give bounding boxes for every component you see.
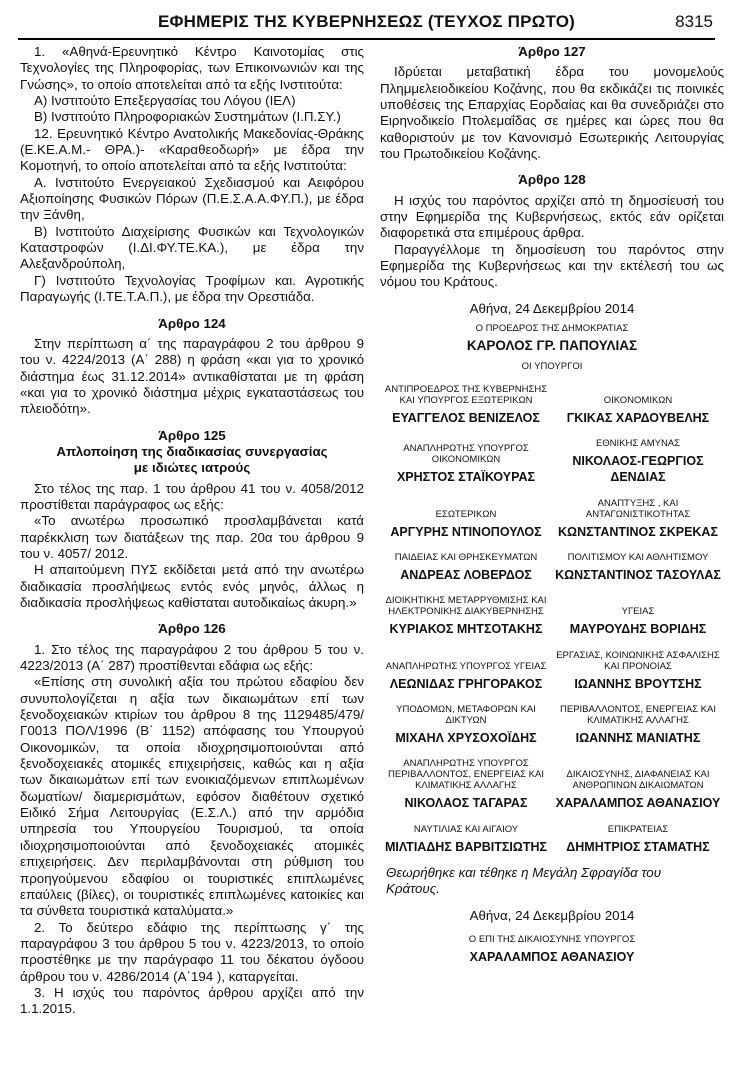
minister-title: ΠΕΡΙΒΑΛΛΟΝΤΟΣ, ΕΝΕΡΓΕΙΑΣ ΚΑΙ ΚΛΙΜΑΤΙΚΗΣ ΑΛΛΑΓΗΣ [560, 703, 716, 726]
minister-title: ΕΡΓΑΣΙΑΣ, ΚΟΙΝΩΝΙΚΗΣ ΑΣΦΑΛΙΣΗΣ ΚΑΙ ΠΡΟΝΟΙΑΣ [556, 649, 720, 672]
minister-title: ΕΠΙΚΡΑΤΕΙΑΣ [607, 823, 669, 835]
signature-cell [552, 758, 724, 811]
minister-name: ΝΙΚΟΛΑΟΣ-ΓΕΩΡΓΙΟΣ ΔΕΝΔΙΑΣ [572, 453, 704, 485]
article-127-heading: Άρθρο 127 [518, 44, 586, 59]
minister-title: ΕΘΝΙΚΗΣ ΑΜΥΝΑΣ [595, 437, 681, 449]
signature-cell [552, 650, 724, 692]
minister-title: ΔΙΚΑΙΟΣΥΝΗΣ, ΔΙΑΦΑΝΕΙΑΣ ΚΑΙ ΑΝΘΡΩΠΙΝΩΝ ΔΙΚΑΙΩΜΑΤΩΝ [566, 769, 710, 792]
signature-cell [380, 552, 552, 583]
paragraph: «Το ανωτέρω προσωπικό προσλαμβάνεται κατά παρέκκλιση των διατάξεων της παρ. 20α του άρθρου 9 του ν. 4057/ 2012. [20, 513, 364, 561]
signature-cell [552, 552, 724, 583]
right-column [380, 44, 724, 965]
minister-name: ΓΚΙΚΑΣ ΧΑΡΔΟΥΒΕΛΗΣ [566, 410, 710, 425]
signature-cell [552, 498, 724, 540]
minister-name: ΙΩΑΝΝΗΣ ΒΡΟΥΤΣΗΣ [574, 676, 702, 691]
signature-cell [380, 824, 552, 855]
minister-title: ΥΓΕΙΑΣ [621, 606, 655, 618]
minister-name: ΜΙΧΑΗΛ ΧΡΥΣΟΧΟΪΔΗΣ [395, 730, 537, 745]
paragraph: Στο τέλος της παρ. 1 του άρθρου 41 του ν. 4058/2012 προστίθεται παράγραφος ως εξής: [20, 480, 364, 512]
justice-minister-name: ΧΑΡΑΛΑΜΠΟΣ ΑΘΑΝΑΣΙΟΥ [469, 949, 635, 964]
gazette-title: ΕΦΗΜΕΡΙΣ ΤΗΣ ΚΥΒΕΡΝΗΣΕΩΣ (ΤΕΥΧΟΣ ΠΡΩΤΟ) [157, 12, 576, 31]
paragraph: «Επίσης στη συνολική αξία του πρώτου εδαφίου δεν συνυπολογίζεται η αξία των δικαιωμάτων επί των ξενοδοχειακών κτιρίων του άρθρου 8 της 1129485/479/ Γ0013 ΠΟΛ/1996 (Β΄ 1152) απόφασης του Υπουργού Οικονομικών, τα οποία ιδιοχρησιμοποιούνται από ξενοδοχειακές ατομικές επιχειρήσεις, καθώς και η αξία των δικαιωμάτων επί των ενοικιαζόμενων επιπλωμένων δωματίων/ διαμερισμάτων, εφόσον διαθέτουν σχετικό Ειδικό Σήμα Λειτουργίας (Ε.Σ.Λ.) από την αρμόδια υπηρεσία του Υπουργείου Τουρισμού, τα οποία ιδιοχρησιμοποιούνται από ξενοδοχειακές ατομικές επιχειρήσεις. Δεν περιλαμβάνονται στη ρύθμιση του προηγούμενου εδαφίου οι τουριστικές επιπλωμένες επαύλεις (βίλες), οι τουριστικές επιπλωμένες κατοικίες και τα σύνθετα τουριστικά καταλύματα.» [20, 674, 364, 919]
paragraph: 1. «Αθηνά-Ερευνητικό Κέντρο Καινοτομίας στις Τεχνολογίες της Πληροφορίας, των Επικοινωνιών και της Γνώσης», το οποίο αποτελείται από τα εξής Ινστιτούτα: [20, 44, 364, 92]
minister-name: ΜΙΛΤΙΑΔΗΣ ΒΑΡΒΙΤΣΙΩΤΗΣ [385, 839, 547, 854]
signature-row [380, 824, 724, 855]
minister-name: ΚΥΡΙΑΚΟΣ ΜΗΤΣΟΤΑΚΗΣ [389, 622, 543, 637]
signature-cell [380, 438, 552, 486]
article-127-text: Ιδρύεται μεταβατική έδρα του μονομελούς Πλημμελειοδικείου Κοζάνης, που θα εκδικάζει τις ποινικές υποθέσεις της Επαρχίας Εορδαίας και θα συνεδριάζει στο Ειρηνοδικείο Πτολεμαΐδας σε ημέρες και ώρες που θα καθοριστούν με τον Κανονισμό Εσωτερικής Λειτουργίας του Πρωτοδικείου Κοζάνης. [380, 64, 724, 162]
date: Αθήνα, 24 Δεκεμβρίου 2014 [469, 907, 635, 923]
paragraph: 12. Ερευνητικό Κέντρο Ανατολικής Μακεδονίας-Θράκης (Ε.ΚΕ.Α.Μ.- ΘΡΑ.)- «Καραθεοδωρή» με έδρα την Κομοτηνή, το οποίο αποτελείται από τα εξής Ινστιτούτα: [20, 125, 364, 174]
article-128-heading: Άρθρο 128 [518, 172, 586, 188]
paragraph: Α) Ινστιτούτο Επεξεργασίας του Λόγου (ΙΕΛ) [34, 93, 296, 109]
page-number: 8315 [675, 12, 713, 31]
article-126-heading: Άρθρο 126 [158, 621, 226, 637]
signature-cell [552, 824, 724, 855]
signature-row [380, 552, 724, 583]
minister-title: ΠΑΙΔΕΙΑΣ ΚΑΙ ΘΡΗΣΚΕΥΜΑΤΩΝ [394, 551, 538, 563]
signature-cell [380, 595, 552, 637]
signature-block [380, 384, 724, 855]
minister-title: ΑΝΑΠΛΗΡΩΤΗΣ ΥΠΟΥΡΓΟΣ ΠΕΡΙΒΑΛΛΟΝΤΟΣ, ΕΝΕΡΓΕΙΑΣ ΚΑΙ ΚΛΙΜΑΤΙΚΗΣ ΑΛΛΑΓΗΣ [388, 758, 544, 792]
paragraph: Η ισχύς του παρόντος αρχίζει από τη δημοσίευσή του στην Εφημερίδα της Κυβερνήσεως, εκτός εάν ορίζεται διαφορετικά στα επιμέρους άρθρα. [380, 192, 724, 241]
minister-name: ΜΑΥΡΟΥΔΗΣ ΒΟΡΙΔΗΣ [569, 622, 707, 637]
minister-name: ΕΥΑΓΓΕΛΟΣ ΒΕΝΙΖΕΛΟΣ [392, 410, 540, 425]
signature-cell [380, 498, 552, 540]
minister-name: ΑΡΓΥΡΗΣ ΝΤΙΝΟΠΟΥΛΟΣ [390, 524, 542, 539]
signature-row [380, 595, 724, 637]
signature-cell [380, 384, 552, 426]
article-124-text: Στην περίπτωση α΄ της παραγράφου 2 του άρθρου 9 του ν. 4224/2013 (Α΄ 288) η φράση «και για το χρονικό διάστημα έως 31.12.2014» αντικαθίσταται με τη φράση «και για το χρονικό διάστημα μέχρις εγκαταστάσεως του πλειοδότη». [20, 335, 364, 417]
signature-row [380, 704, 724, 746]
minister-name: ΝΙΚΟΛΑΟΣ ΤΑΓΑΡΑΣ [404, 796, 528, 811]
paragraph: Η απαιτούμενη ΠΥΣ εκδίδεται μετά από την ανωτέρω διαδικασία προσλήψεως εντός ενός μηνός, άλλως η διαδικασία προσλήψεως καθίσταται αυτοδικαίως άκυρη.» [20, 562, 364, 610]
paragraph: 1. Στο τέλος της παραγράφου 2 του άρθρου 5 του ν. 4223/2013 (Α΄ 287) προστίθενται εδάφια ως εξής: [20, 641, 364, 674]
minister-title: ΑΝΑΠΤΥΞΗΣ , ΚΑΙ ΑΝΤΑΓΩΝΙΣΤΙΚΟΤΗΤΑΣ [585, 497, 691, 520]
left-column [20, 44, 364, 1018]
minister-title: ΟΙΚΟΝΟΜΙΚΩΝ [603, 394, 673, 406]
minister-name: ΙΩΑΝΝΗΣ ΜΑΝΙΑΤΗΣ [575, 730, 701, 745]
minister-name: ΚΩΝΣΤΑΝΤΙΝΟΣ ΤΑΣΟΥΛΑΣ [555, 567, 721, 582]
ministers-label: ΟΙ ΥΠΟΥΡΓΟΙ [521, 360, 583, 372]
seal-text: Θεωρήθηκε και τέθηκε η Μεγάλη Σφραγίδα του Κράτους. [386, 864, 662, 897]
minister-name: ΛΕΩΝΙΔΑΣ ΓΡΗΓΟΡΑΚΟΣ [389, 676, 543, 691]
signature-cell [552, 595, 724, 637]
paragraph: 2. Το δεύτερο εδάφιο της περίπτωσης γ΄ της παραγράφου 3 του άρθρου 5 του ν. 4223/2013, το οποίο προστέθηκε με την παράγραφο 11 του δέκατου όγδοου άρθρου του ν. 4286/2014 (Α΄194 ), καταργείται. [20, 919, 364, 984]
minister-name: ΧΡΗΣΤΟΣ ΣΤΑΪΚΟΥΡΑΣ [396, 470, 536, 485]
signature-row [380, 384, 724, 426]
justice-minister-title: Ο ΕΠΙ ΤΗΣ ΔΙΚΑΙΟΣΥΝΗΣ ΥΠΟΥΡΓΟΣ [468, 933, 636, 945]
signature-cell [552, 704, 724, 746]
signature-cell [380, 704, 552, 746]
paragraph: Γ) Ινστιτούτο Τεχνολογίας Τροφίμων και. Αγροτικής Παραγωγής (Ι.ΤΕ.Τ.Α.Π.), με έδρα την Ορεστιάδα. [20, 272, 364, 305]
signature-row [380, 758, 724, 811]
article-125-subtitle: Απλοποίηση της διαδικασίας συνεργασίας με ιδιώτες ιατρούς [56, 443, 328, 476]
minister-title: ΝΑΥΤΙΛΙΑΣ ΚΑΙ ΑΙΓΑΙΟΥ [413, 823, 519, 835]
page-header [18, 8, 715, 40]
minister-title: ΠΟΛΙΤΙΣΜΟΥ ΚΑΙ ΑΘΛΗΤΙΣΜΟΥ [567, 551, 709, 563]
article-125-heading: Άρθρο 125 [158, 427, 226, 443]
signature-row [380, 650, 724, 692]
article-124-heading: Άρθρο 124 [158, 315, 226, 331]
president-title: Ο ΠΡΟΕΔΡΟΣ ΤΗΣ ΔΗΜΟΚΡΑΤΙΑΣ [475, 323, 629, 335]
signature-cell [552, 384, 724, 426]
minister-title: ΑΝΤΙΠΡΟΕΔΡΟΣ ΤΗΣ ΚΥΒΕΡΝΗΣΗΣ ΚΑΙ ΥΠΟΥΡΓΟΣ ΕΞΩΤΕΡΙΚΩΝ [384, 383, 548, 406]
minister-title: ΑΝΑΠΛΗΡΩΤΗΣ ΥΠΟΥΡΓΟΣ ΟΙΚΟΝΟΜΙΚΩΝ [403, 443, 529, 466]
paragraph: 3. Η ισχύς του παρόντος άρθρου αρχίζει από την 1.1.2015. [20, 984, 364, 1017]
minister-title: ΕΣΩΤΕΡΙΚΩΝ [435, 508, 497, 520]
signature-cell [552, 438, 724, 486]
president-name: ΚΑΡΟΛΟΣ ΓΡ. ΠΑΠΟΥΛΙΑΣ [466, 338, 638, 354]
minister-title: ΑΝΑΠΛΗΡΩΤΗΣ ΥΠΟΥΡΓΟΣ ΥΓΕΙΑΣ [385, 660, 547, 672]
signature-cell [380, 650, 552, 692]
minister-title: ΥΠΟΔΟΜΩΝ, ΜΕΤΑΦΟΡΩΝ ΚΑΙ ΔΙΚΤΥΩΝ [396, 703, 536, 726]
minister-name: ΑΝΔΡΕΑΣ ΛΟΒΕΡΔΟΣ [400, 567, 532, 582]
signature-row [380, 438, 724, 486]
paragraph: Β) Ινστιτούτο Πληροφοριακών Συστημάτων (Ι.Π.ΣΥ.) [34, 109, 341, 125]
signature-cell [380, 758, 552, 811]
minister-name: ΧΑΡΑΛΑΜΠΟΣ ΑΘΑΝΑΣΙΟΥ [555, 796, 721, 811]
paragraph: Β) Ινστιτούτο Διαχείρισης Φυσικών και Τεχνολογικών Καταστροφών (Ι.ΔΙ.ΦΥ.ΤΕ.ΚΑ.), με έδρα την Αλεξανδρούπολη, [20, 223, 364, 272]
minister-name: ΚΩΝΣΤΑΝΤΙΝΟΣ ΣΚΡΕΚΑΣ [558, 524, 718, 539]
minister-title: ΔΙΟΙΚΗΤΙΚΗΣ ΜΕΤΑΡΡΥΘΜΙΣΗΣ ΚΑΙ ΗΛΕΚΤΡΟΝΙΚΗΣ ΔΙΑΚΥΒΕΡΝΗΣΗΣ [385, 595, 547, 618]
signature-row [380, 498, 724, 540]
date: Αθήνα, 24 Δεκεμβρίου 2014 [469, 300, 635, 316]
minister-name: ΔΗΜΗΤΡΙΟΣ ΣΤΑΜΑΤΗΣ [566, 839, 710, 854]
paragraph: Παραγγέλλομε τη δημοσίευση του παρόντος στην Εφημερίδα της Κυβερνήσεως και την εκτέλεσή του ως νόμου του Κράτους. [380, 241, 724, 290]
paragraph: Α. Ινστιτούτο Ενεργειακού Σχεδιασμού και Αειφόρου Αξιοποίησης Φυσικών Πόρων (Π.Ε.Σ.Α.Α.ΦΥ.Π.), με έδρα την Ξάνθη, [20, 174, 364, 223]
